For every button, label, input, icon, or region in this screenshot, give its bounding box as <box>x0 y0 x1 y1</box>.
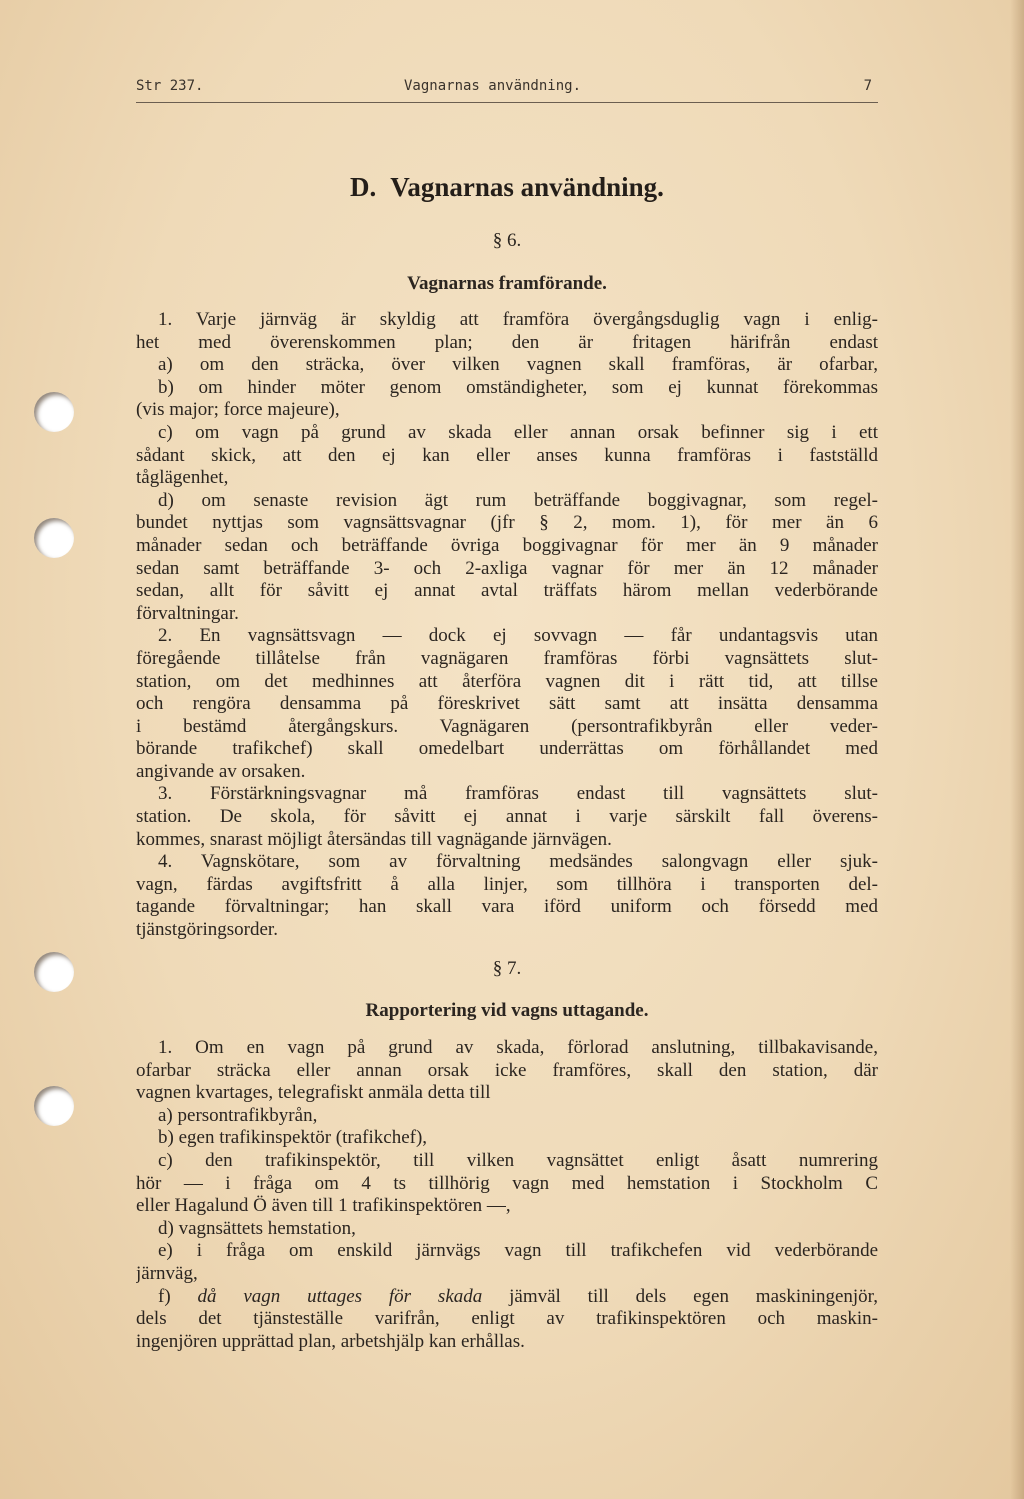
paragraph-mark-6: § 6. <box>492 230 522 251</box>
text-line: eller Hagalund Ö även till 1 trafikinspektören —, <box>136 1195 511 1217</box>
text-line: dels det tjänsteställe varifrån, enligt av trafikinspektören och maskin- <box>136 1308 878 1330</box>
text-line: föregående tillåtelse från vagnägaren framföras förbi vagnsättets slut- <box>136 647 878 669</box>
text-line: sedan, allt för såvitt ej annat avtal träffats härom mellan vederbörande <box>136 580 878 602</box>
punch-hole-icon <box>34 392 74 432</box>
text-line: 1. Varje järnväg är skyldig att framföra övergångsduglig vagn i enlig- <box>158 309 878 330</box>
text-line: 2. En vagnsättsvagn — dock ej sovvagn — får undantagsvis utan <box>158 625 878 647</box>
text-line: månader sedan och beträffande övriga boggivagnar för mer än 9 månader <box>136 534 878 556</box>
text-line: kommes, snarast möjligt återsändas till vagnägande järnvägen. <box>136 828 612 850</box>
text-line: 4. Vagnskötare, som av förvaltning medsändes salongvagn eller sjuk- <box>158 851 878 873</box>
text-line: 3. Förstärkningsvagnar må framföras endast till vagnsättets slut- <box>158 783 878 805</box>
text-line: (vis major; force majeure), <box>136 399 340 421</box>
text-line: het med överenskommen plan; den är fritagen härifrån endast <box>136 331 878 353</box>
page-edge-shadow <box>1010 0 1024 1499</box>
text-line: och rengöra densamma på föreskrivet sätt samt att insätta densamma <box>136 693 878 715</box>
text-line: sådant skick, att den ej kan eller anses kunna framföras i fastställd <box>136 444 878 466</box>
paragraph-6-body <box>136 309 878 942</box>
punch-hole-icon <box>34 518 74 558</box>
text-line: a) persontrafikbyrån, <box>158 1104 318 1126</box>
text-line: a) om den sträcka, över vilken vagnen skall framföras, är ofarbar, <box>158 354 878 376</box>
page-number: 7 <box>863 78 872 94</box>
text-line: station, om det medhinnes att återföra vagnen dit i rätt tid, att tillse <box>136 670 878 692</box>
text-line: tåglägenhet, <box>136 467 229 489</box>
text-line: hör — i fråga om 4 ts tillhörig vagn med hemstation i Stockholm C <box>136 1172 878 1194</box>
text-line: b) om hinder möter genom omständigheter, som ej kunnat förekommas <box>158 376 878 398</box>
text-line: 1. Om en vagn på grund av skada, förlorad anslutning, tillbakavisande, <box>158 1037 878 1058</box>
text-line: bundet nyttjas som vagnsättsvagnar (jfr § 2, mom. 1), för mer än 6 <box>136 512 878 534</box>
item-prefix: f) <box>158 1285 198 1307</box>
text-line: förvaltningar. <box>136 602 239 624</box>
text-line-f <box>136 1286 878 1309</box>
text-line: vagnen kvartages, telegrafiskt anmäla detta till <box>136 1082 491 1104</box>
punch-hole-icon <box>34 952 74 992</box>
item-rest: jämväl till dels egen maskiningenjör, <box>482 1285 878 1307</box>
running-header <box>136 76 878 103</box>
section-heading: Vagnarnas användning. <box>390 172 664 202</box>
text-line: i bestämd återgångskurs. Vagnägaren (persontrafikbyrån eller veder- <box>136 715 878 737</box>
text-line: tjänstgöringsorder. <box>136 919 278 941</box>
paragraph-heading-6: Vagnarnas framförande. <box>407 273 607 294</box>
text-line: angivande av orsaken. <box>136 760 306 782</box>
paragraph-mark-7: § 7. <box>492 958 522 979</box>
text-line: sedan samt beträffande 3- och 2-axliga vagnar för mer än 12 månader <box>136 557 878 579</box>
text-line: c) om vagn på grund av skada eller annan orsak befinner sig i ett <box>158 421 878 443</box>
text-line: vagn, färdas avgiftsfritt å alla linjer, som tillhöra i transporten del- <box>136 873 878 895</box>
text-line: d) vagnsättets hemstation, <box>158 1217 356 1239</box>
text-line: b) egen trafikinspektör (trafikchef), <box>158 1127 428 1149</box>
text-line: station. De skola, för såvitt ej annat i varje särskilt fall överens- <box>136 806 878 828</box>
text-line: ofarbar sträcka eller annan orsak icke framföres, skall den station, där <box>136 1059 878 1081</box>
section-title <box>136 172 878 203</box>
paragraph-7-body <box>136 1037 878 1353</box>
header-left: Str 237. <box>136 78 204 94</box>
text-line: e) i fråga om enskild järnvägs vagn till trafikchefen vid vederbörande <box>158 1240 878 1262</box>
paragraph-heading-7: Rapportering vid vagns uttagande. <box>365 1000 649 1021</box>
punch-hole-icon <box>34 1086 74 1126</box>
header-center: Vagnarnas användning. <box>404 78 582 94</box>
italic-phrase: då vagn uttages för skada <box>197 1285 483 1307</box>
text-line: ingenjören upprättad plan, arbetshjälp kan erhållas. <box>136 1330 525 1352</box>
text-line: c) den trafikinspektör, till vilken vagnsättet enligt åsatt numrering <box>158 1149 878 1171</box>
text-line: järnväg, <box>136 1262 198 1284</box>
text-line: börande trafikchef) skall omedelbart underrättas om förhållandet med <box>136 738 878 760</box>
text-line: d) om senaste revision ägt rum beträffande boggivagnar, som regel- <box>158 489 878 511</box>
section-letter: D. <box>350 172 377 202</box>
text-line: tagande förvaltningar; han skall vara iförd uniform och försedd med <box>136 896 878 918</box>
